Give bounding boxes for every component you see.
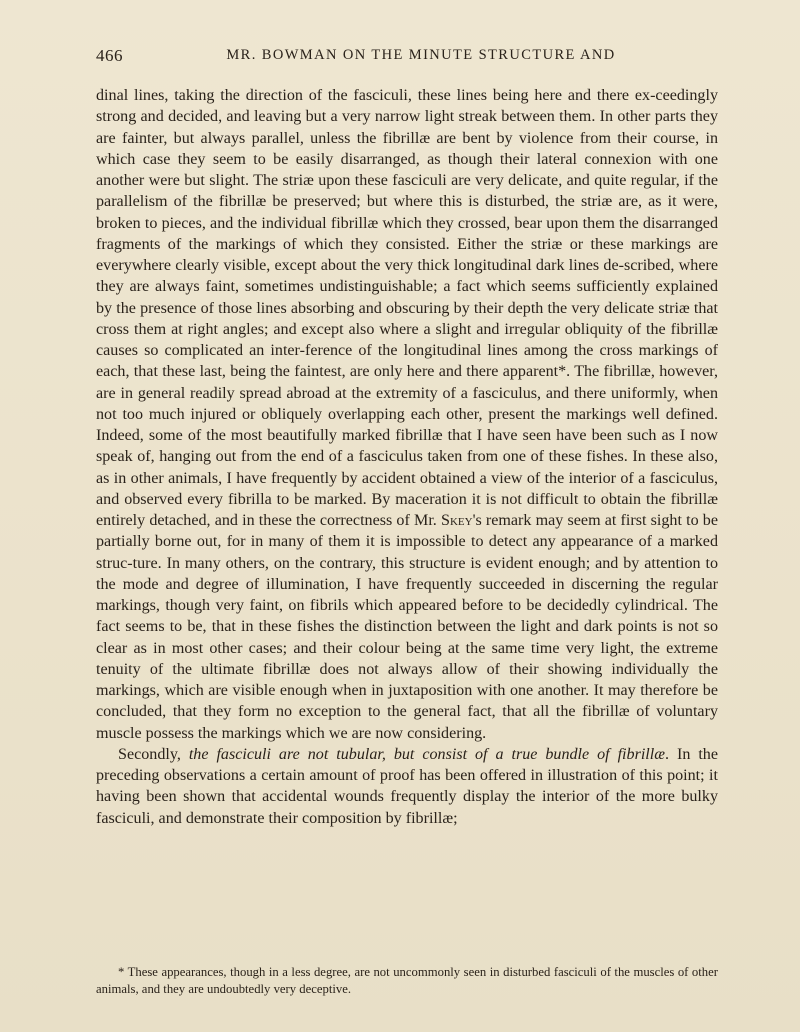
page-header — [96, 46, 716, 68]
footnote-text: These appearances, though in a less degree, are not uncommonly seen in disturbed fasciculi of the muscles of other animals, and they are undoubtedly very deceptive. — [96, 965, 718, 996]
running-title: MR. BOWMAN ON THE MINUTE STRUCTURE AND — [226, 47, 616, 63]
italic-proposition: the fasciculi are not tubular, but consist of a true bundle of fibrillæ — [188, 745, 665, 763]
footnote-marker: * — [118, 965, 128, 979]
body-text — [96, 85, 718, 829]
paragraph-text: . The fibrillæ, however, are in general readily spread abroad at the extremity of a fasciculus, and there uniformly, when not too much injured or obliquely overlapping each other, present the markings well defined. Indeed, some of the most beautifully marked fibrillæ that I have seen have been such as I now speak of, hanging out from the end of a fasciculus taken from one of these fishes. In these also, as in other animals, I have frequently by accident obtained a view of the interior of a fasciculus, and observed every fibrilla to be marked. By maceration it is not difficult to obtain the fibrillæ entirely detached, and in these the correctness of Mr. — [96, 363, 718, 529]
author-name: Skey — [441, 512, 473, 529]
page-number: 466 — [96, 46, 123, 65]
paragraph-text: dinal lines, taking the direction of the fasciculi, these lines being here and there ex-ceedingly strong and decided, and leaving but a very narrow light streak between them. In other parts they are fainter, but always parallel, unless the fibrillæ are bent by violence from their course, in which case they seem to be easily disarranged, as though their lateral connexion with one another were but slight. The striæ upon these fasciculi are very delicate, and quite regular, if the parallelism of the fibrillæ be preserved; but where this is disturbed, the striæ are, as it were, broken to pieces, and the individual fibrillæ which they crossed, bear upon them the disarranged fragments of the markings of which they consisted. Either the striæ or these markings are everywhere clearly visible, except about the very thick longitudinal dark lines de-scribed, where they are always faint, sometimes undistinguishable; a fact which seems sufficiently explained by the presence of those lines absorbing and obscuring by their depth the very delicate striæ that cross them at right angles; and except also where a slight and irregular obliquity of the fibrillæ causes so complicated an inter-ference of the longitudinal lines among the cross markings of each, that these last, being the faintest, are only here and there apparent — [96, 87, 718, 381]
paragraph-secondly — [96, 744, 718, 829]
footnote-reference: * — [558, 363, 567, 381]
paragraph-text: . In the preceding observations a certain amount of proof has been offered in illustration of this point; it having been shown that accidental wounds frequently display the interior of the more bulky fasciculi, and demonstrate their composition by fibrillæ; — [96, 745, 718, 827]
paragraph-continued — [96, 85, 718, 744]
paragraph-text: 's remark may seem at first sight to be partially borne out, for in many of them it is impossible to detect any appearance of a marked struc-ture. In many others, on the contrary, this structure is evident enough; and by attention to the mode and degree of illumination, I have frequently succeeded in discerning the regular markings, though very faint, on fibrils which appeared before to be decidedly cylindrical. The fact seems to be, that in these fishes the distinction between the light and dark points is not so clear as in most other cases; and their colour being at the same time very light, the extreme tenuity of the ultimate fibrillæ does not always allow of their showing individually the markings, which are visible enough when in juxtaposition with one another. It may therefore be concluded, that they form no exception to the general fact, that all the fibrillæ of voluntary muscle possess the markings which we are now considering. — [96, 512, 718, 742]
footnote — [96, 964, 718, 998]
paragraph-text: Secondly, — [118, 745, 189, 763]
